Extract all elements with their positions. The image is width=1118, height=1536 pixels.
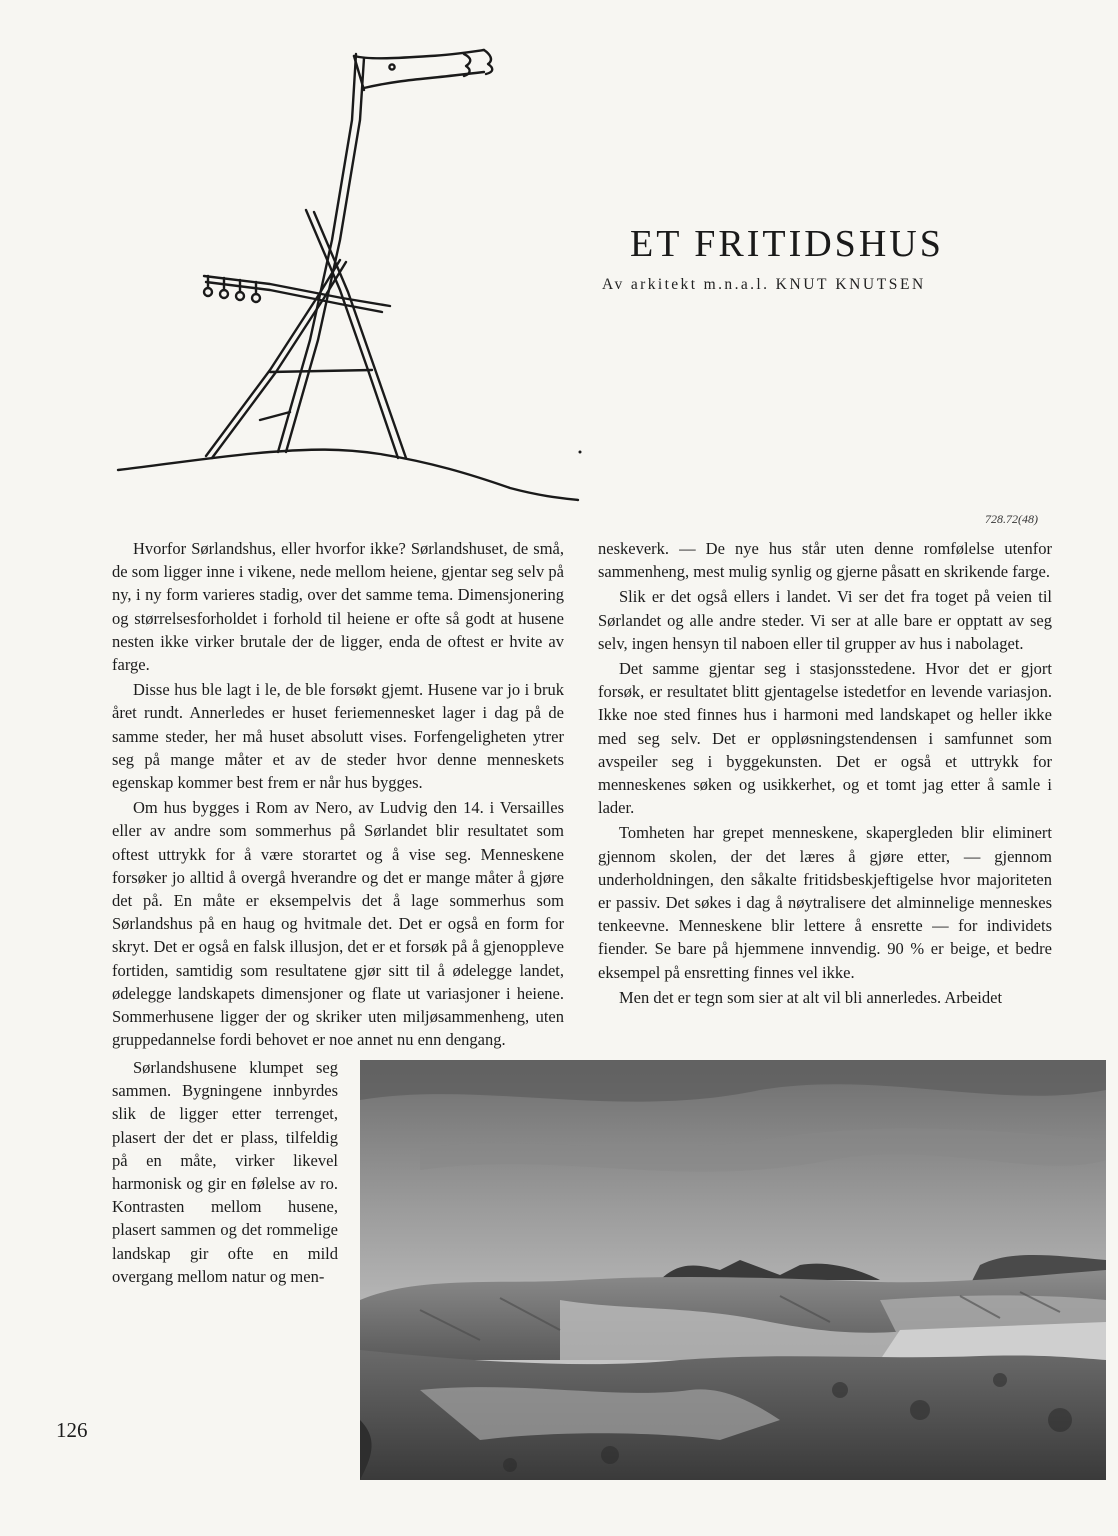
text-column-narrow [112, 1056, 338, 1288]
article-title: ET FRITIDSHUS [630, 223, 944, 265]
paragraph: Men det er tegn som sier at alt vil bli annerledes. Arbeidet [619, 987, 1003, 1007]
windsock-sketch-illustration [110, 40, 590, 510]
classification-code: 728.72(48) [985, 512, 1038, 526]
text-column-right [598, 537, 1052, 1009]
paragraph: Slik er det også ellers i landet. Vi ser det fra toget på veien til Sørlandet og alle andre steder. Vi ser at alle bare er opptatt av seg selv, ingen hensyn til naboen eller til grupper av hus i nabolaget. [598, 587, 1052, 653]
byline-prefix: Av arkitekt m.n.a.l. [602, 276, 770, 293]
paragraph: neskeverk. — De nye hus står uten denne romfølelse utenfor sammenheng, mest mulig synlig og gjerne påsatt en skrikende farge. [598, 539, 1052, 582]
paragraph: Sørlandshusene klumpet seg sammen. Bygningene innbyrdes slik de ligger etter terrenget, plasert der det er plass, tilfeldig på en måte, virker likevel harmonisk og gir en følelse av ro. Kontrasten mellom husene, plasert sammen og det rommelige landskap gir ofte en mild overgang mellom natur og men- [112, 1058, 338, 1286]
paragraph: Om hus bygges i Rom av Nero, av Ludvig den 14. i Versailles eller av andre som sommerhus på Sørlandet blir resultatet som oftest uttrykk for å være storartet og å vise seg. Menneskene forsøker jo alltid å overgå hverandre og det er mange måter å gjøre det på. En måte er eksempelvis det å lage sommerhus som Sørlandshus på en haug og hvitmale det. Det er også en form for skryt. Det er også en falsk illusjon, det er et forsøk på å gjenoppleve fortiden, samtidig som resultatene gjør sitt til å ødelegge landet, ødelegge landskapets dimensjoner og flate ut variasjoner i heiene. Sommerhusene ligger der og skriker uten miljøsammenheng, uten gruppedannelse fordi behovet er noe annet nu enn dengang. [112, 798, 564, 1050]
paragraph: Hvorfor Sørlandshus, eller hvorfor ikke? Sørlandshuset, de små, de som ligger inne i vikene, nede mellom heiene, gjentar seg selv på ny, i ny form varieres stadig, over det samme tema. Dimensjonering og størrelsesforholdet i forhold til heiene er ofte så godt at husene nesten ikke virker brutale der de ligger, enda de oftest er hvite av farge. [112, 539, 564, 675]
author-name: KNUT KNUTSEN [775, 276, 926, 293]
page-number: 126 [56, 1418, 88, 1442]
paragraph: Tomheten har grepet menneskene, skapergleden blir eliminert gjennom skolen, der det læres å gjøre etter, — gjennom underholdningen, den såkalte fritidsbeskjeftigelse hvor majoriteten er passiv. Det søkes i dag å nøytralisere det alminnelige menneskes tenkeevne. Menneskene blir lettere å ensrette — for individets fiender. Se bare på hjemmene innvendig. 90 % er beige, et bedre eksempel på ensretting finnes vel ikke. [598, 823, 1052, 982]
paragraph: Det samme gjentar seg i stasjonsstedene. Hvor det er gjort forsøk, er resultatet blitt gjentagelse istedetfor en levende variasjon. Ikke noe sted finnes hus i harmoni med landskapet og heller ikke med seg selv. Det er oppløsningstendensen i samfunnet som avspeiler seg i byggekunsten. Det er også et uttrykk for menneskenes søken og usikkerhet, og et tomt jag etter å samle i lader. [598, 659, 1052, 818]
article-byline [602, 276, 926, 294]
text-column-left [112, 537, 564, 1051]
landscape-photo-drawing [360, 1060, 1106, 1480]
paragraph: Disse hus ble lagt i le, de ble forsøkt gjemt. Husene var jo i bruk året rundt. Annerledes er huset feriemennesket lager i dag på de samme steder, her må huset absolutt vises. Forfengeligheten ytrer seg på mange måter et av de steder hvor denne menneskets egenskap kommer best frem er når hus bygges. [112, 680, 564, 793]
landscape-photo [360, 1060, 1106, 1480]
